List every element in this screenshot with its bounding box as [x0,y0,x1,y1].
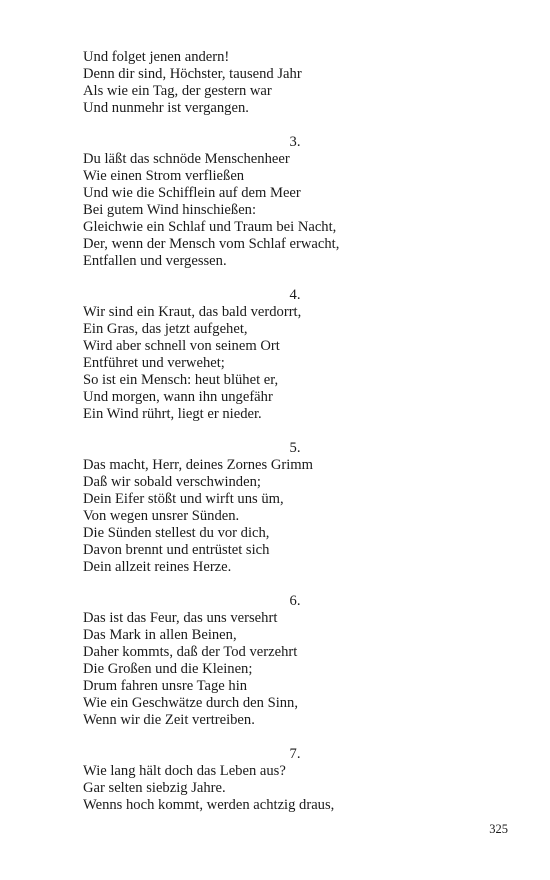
poem-line: Ein Wind rührt, liegt er nieder. [83,406,262,422]
poem-line: Wie einen Strom verfließen [83,168,245,184]
stanza-2-continuation [83,49,507,117]
poem-line: Dein Eifer stößt und wirft uns üm, [83,491,284,507]
poem-text [83,49,507,814]
poem-line: Als wie ein Tag, der gestern war [83,83,272,99]
poem-line: Wie lang hält doch das Leben aus? [83,763,286,779]
poem-line: Davon brennt und entrüstet sich [83,542,270,558]
poem-line: Und wie die Schifflein auf dem Meer [83,185,301,201]
poem-line: Das ist das Feur, das uns versehrt [83,610,278,626]
poem-line: Gar selten siebzig Jahre. [83,780,226,796]
poem-line: Wie ein Geschwätze durch den Sinn, [83,695,299,711]
stanza-number: 5. [289,440,301,456]
poem-line: Denn dir sind, Höchster, tausend Jahr [83,66,302,82]
stanza-number: 4. [289,287,301,303]
poem-line: Und morgen, wann ihn ungefähr [83,389,273,405]
poem-line: Die Sünden stellest du vor dich, [83,525,270,541]
poem-line: Der, wenn der Mensch vom Schlaf erwacht, [83,236,340,252]
poem-line: Das Mark in allen Beinen, [83,627,237,643]
poem-line: Entfallen und vergessen. [83,253,227,269]
poem-line: Ein Gras, das jetzt aufgehet, [83,321,248,337]
poem-line: Daß wir sobald verschwinden; [83,474,261,490]
poem-line: Entführet und verwehet; [83,355,225,371]
poem-line: Und nunmehr ist vergangen. [83,100,249,116]
poem-line: Die Großen und die Kleinen; [83,661,253,677]
poem-line: Drum fahren unsre Tage hin [83,678,248,694]
poem-line: So ist ein Mensch: heut blühet er, [83,372,279,388]
poem-line: Gleichwie ein Schlaf und Traum bei Nacht, [83,219,337,235]
stanza-6 [83,593,507,729]
stanza-number: 3. [289,134,301,150]
poem-line: Dein allzeit reines Herze. [83,559,232,575]
stanza-5 [83,440,507,576]
stanza-4 [83,287,507,423]
poem-line: Bei gutem Wind hinschießen: [83,202,257,218]
poem-line: Und folget jenen andern! [83,49,230,65]
poem-line: Wenns hoch kommt, werden achtzig draus, [83,797,335,813]
poem-line: Wird aber schnell von seinem Ort [83,338,280,354]
poem-line: Wir sind ein Kraut, das bald verdorrt, [83,304,302,320]
stanza-number: 6. [289,593,301,609]
stanza-7 [83,746,507,814]
poem-line: Daher kommts, daß der Tod verzehrt [83,644,298,660]
poem-line: Wenn wir die Zeit vertreiben. [83,712,255,728]
page-number: 325 [489,822,508,836]
stanza-3 [83,134,507,270]
poem-line: Von wegen unsrer Sünden. [83,508,240,524]
poem-line: Das macht, Herr, deines Zornes Grimm [83,457,314,473]
poem-line: Du läßt das schnöde Menschenheer [83,151,290,167]
stanza-number: 7. [289,746,301,762]
